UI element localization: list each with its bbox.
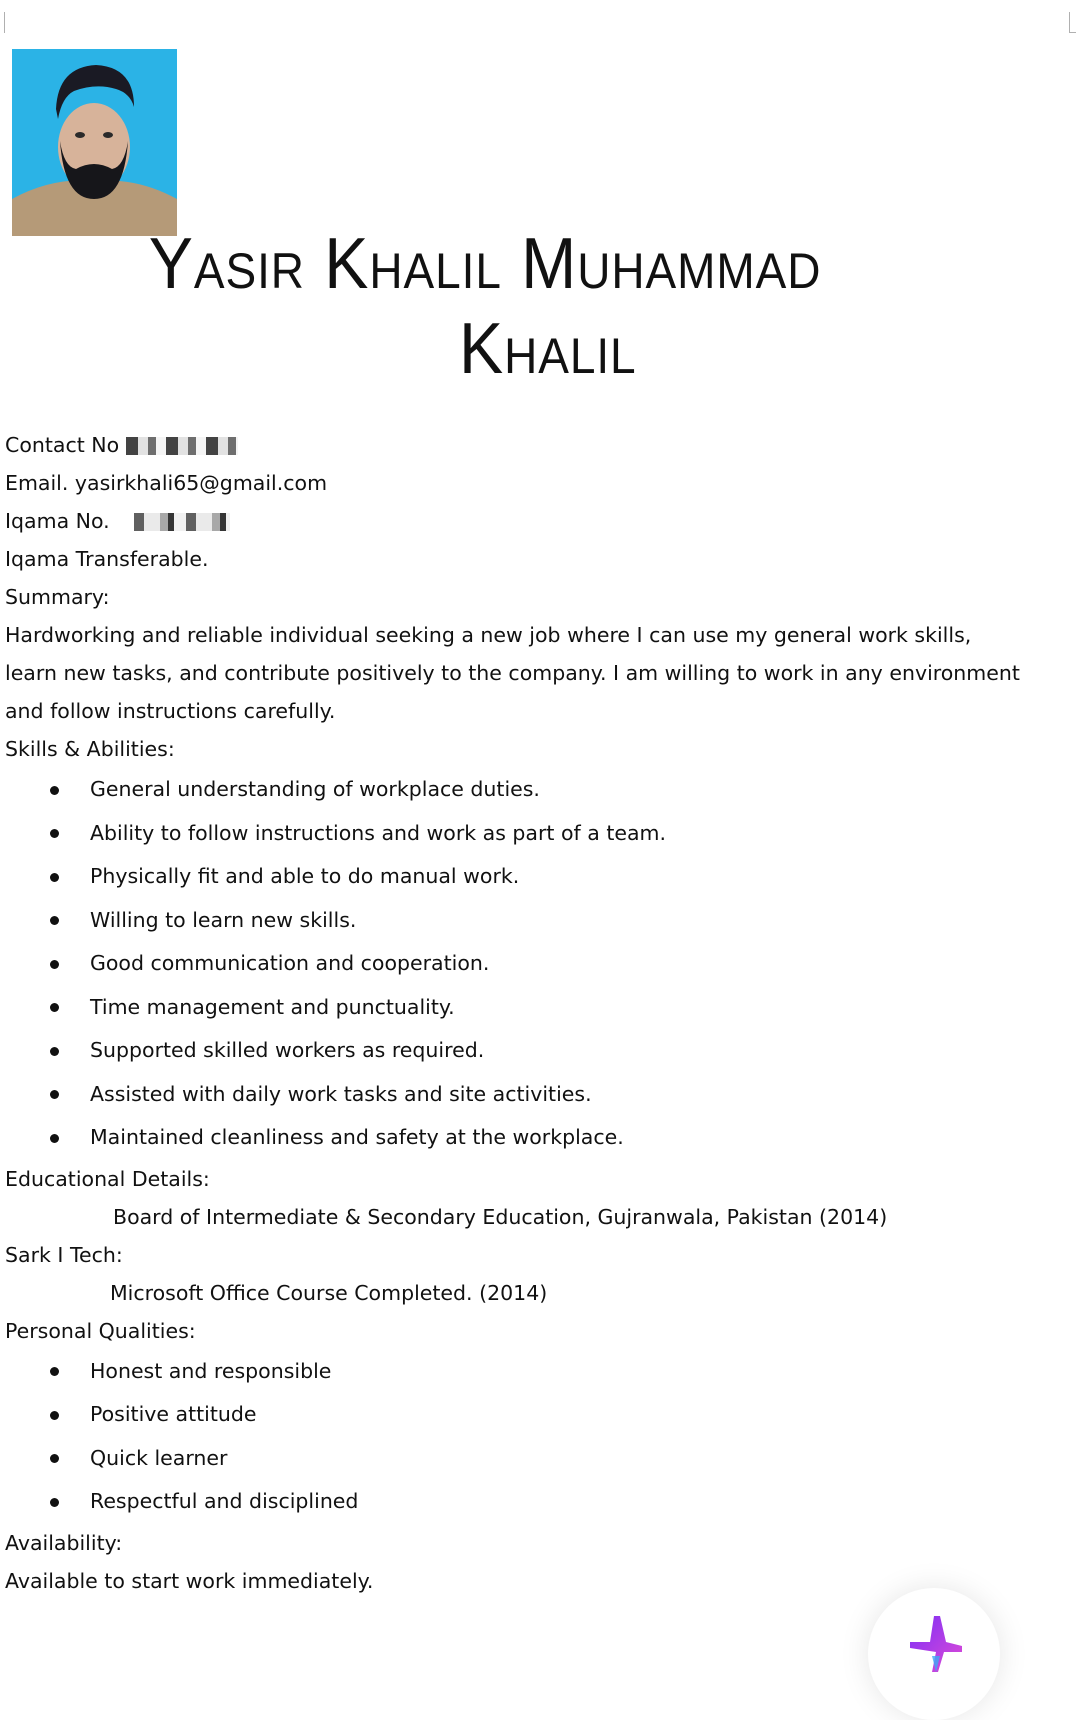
iqama-label: Iqama No.	[5, 509, 110, 533]
bullet-icon	[50, 1090, 59, 1099]
bullet-icon	[50, 873, 59, 882]
bullet-icon	[50, 786, 59, 795]
skill-item	[5, 1073, 1075, 1117]
skill-text: Good communication and cooperation.	[90, 951, 490, 975]
page-corner-mark-right	[1069, 12, 1076, 33]
summary-heading: Summary:	[5, 585, 110, 609]
skill-item	[5, 855, 1075, 899]
skill-text: Physically fit and able to do manual work.	[90, 864, 520, 888]
contact-label: Contact No	[5, 433, 120, 457]
page-corner-mark-left	[4, 12, 5, 33]
profile-photo	[12, 49, 177, 236]
skill-item	[5, 1116, 1075, 1160]
summary-line: learn new tasks, and contribute positively to the company. I am willing to work in any environment	[5, 661, 1020, 685]
tech-entry: Microsoft Office Course Completed. (2014)	[110, 1280, 548, 1305]
skill-item	[5, 986, 1075, 1030]
summary-line: Hardworking and reliable individual seeking a new job where I can use my general work skills,	[5, 623, 972, 647]
quality-item	[5, 1437, 1075, 1481]
qualities-heading: Personal Qualities:	[5, 1318, 196, 1343]
skill-text: Ability to follow instructions and work as part of a team.	[90, 820, 667, 845]
quality-text: Honest and responsible	[90, 1358, 332, 1383]
redacted-contact-number	[126, 437, 238, 455]
education-heading: Educational Details:	[5, 1166, 210, 1191]
skills-list	[5, 768, 1075, 1160]
education-entry: Board of Intermediate & Secondary Education, Gujranwala, Pakistan (2014)	[113, 1204, 888, 1229]
bullet-icon	[50, 1454, 59, 1463]
bullet-icon	[50, 960, 59, 969]
bullet-icon	[50, 1134, 59, 1143]
availability-text: Available to start work immediately.	[5, 1568, 374, 1593]
iqama-transferable: Iqama Transferable.	[5, 547, 209, 571]
quality-text: Respectful and disciplined	[90, 1489, 359, 1513]
quality-item	[5, 1350, 1075, 1394]
bullet-icon	[50, 829, 59, 838]
bullet-icon	[50, 1367, 59, 1376]
skills-heading: Skills & Abilities:	[5, 737, 175, 761]
ai-sparkle-icon	[904, 1612, 968, 1676]
skill-text: Maintained cleanliness and safety at the workplace.	[90, 1125, 624, 1149]
tech-heading: Sark I Tech:	[5, 1242, 123, 1267]
bullet-icon	[50, 916, 59, 925]
iqama-line	[5, 502, 1075, 540]
qualities-list	[5, 1350, 1075, 1524]
quality-item	[5, 1480, 1075, 1524]
skill-item	[5, 942, 1075, 986]
bullet-icon	[50, 1003, 59, 1012]
quality-text: Quick learner	[90, 1445, 228, 1470]
availability-heading: Availability:	[5, 1530, 123, 1555]
resume-name-line-1: Yasir Khalil Muhammad	[148, 224, 822, 304]
quality-text: Positive attitude	[90, 1402, 257, 1426]
skill-text: General understanding of workplace duties.	[90, 777, 540, 801]
bullet-icon	[50, 1411, 59, 1420]
skill-text: Supported skilled workers as required.	[90, 1038, 485, 1062]
skill-text: Assisted with daily work tasks and site activities.	[90, 1081, 592, 1106]
summary-line: and follow instructions carefully.	[5, 699, 336, 723]
skill-item	[5, 1029, 1075, 1073]
resume-body	[5, 426, 1075, 1600]
bullet-icon	[50, 1498, 59, 1507]
skill-text: Willing to learn new skills.	[90, 907, 357, 932]
redacted-iqama-number	[134, 513, 230, 531]
skill-item	[5, 899, 1075, 943]
resume-name-line-2: Khalil	[459, 309, 637, 389]
email-line: Email. yasirkhali65@gmail.com	[5, 471, 328, 495]
contact-line	[5, 426, 1075, 464]
skill-text: Time management and punctuality.	[90, 994, 455, 1019]
skill-item	[5, 812, 1075, 856]
bullet-icon	[50, 1047, 59, 1056]
skill-item	[5, 768, 1075, 812]
quality-item	[5, 1393, 1075, 1437]
ai-assistant-button[interactable]	[868, 1588, 1000, 1720]
